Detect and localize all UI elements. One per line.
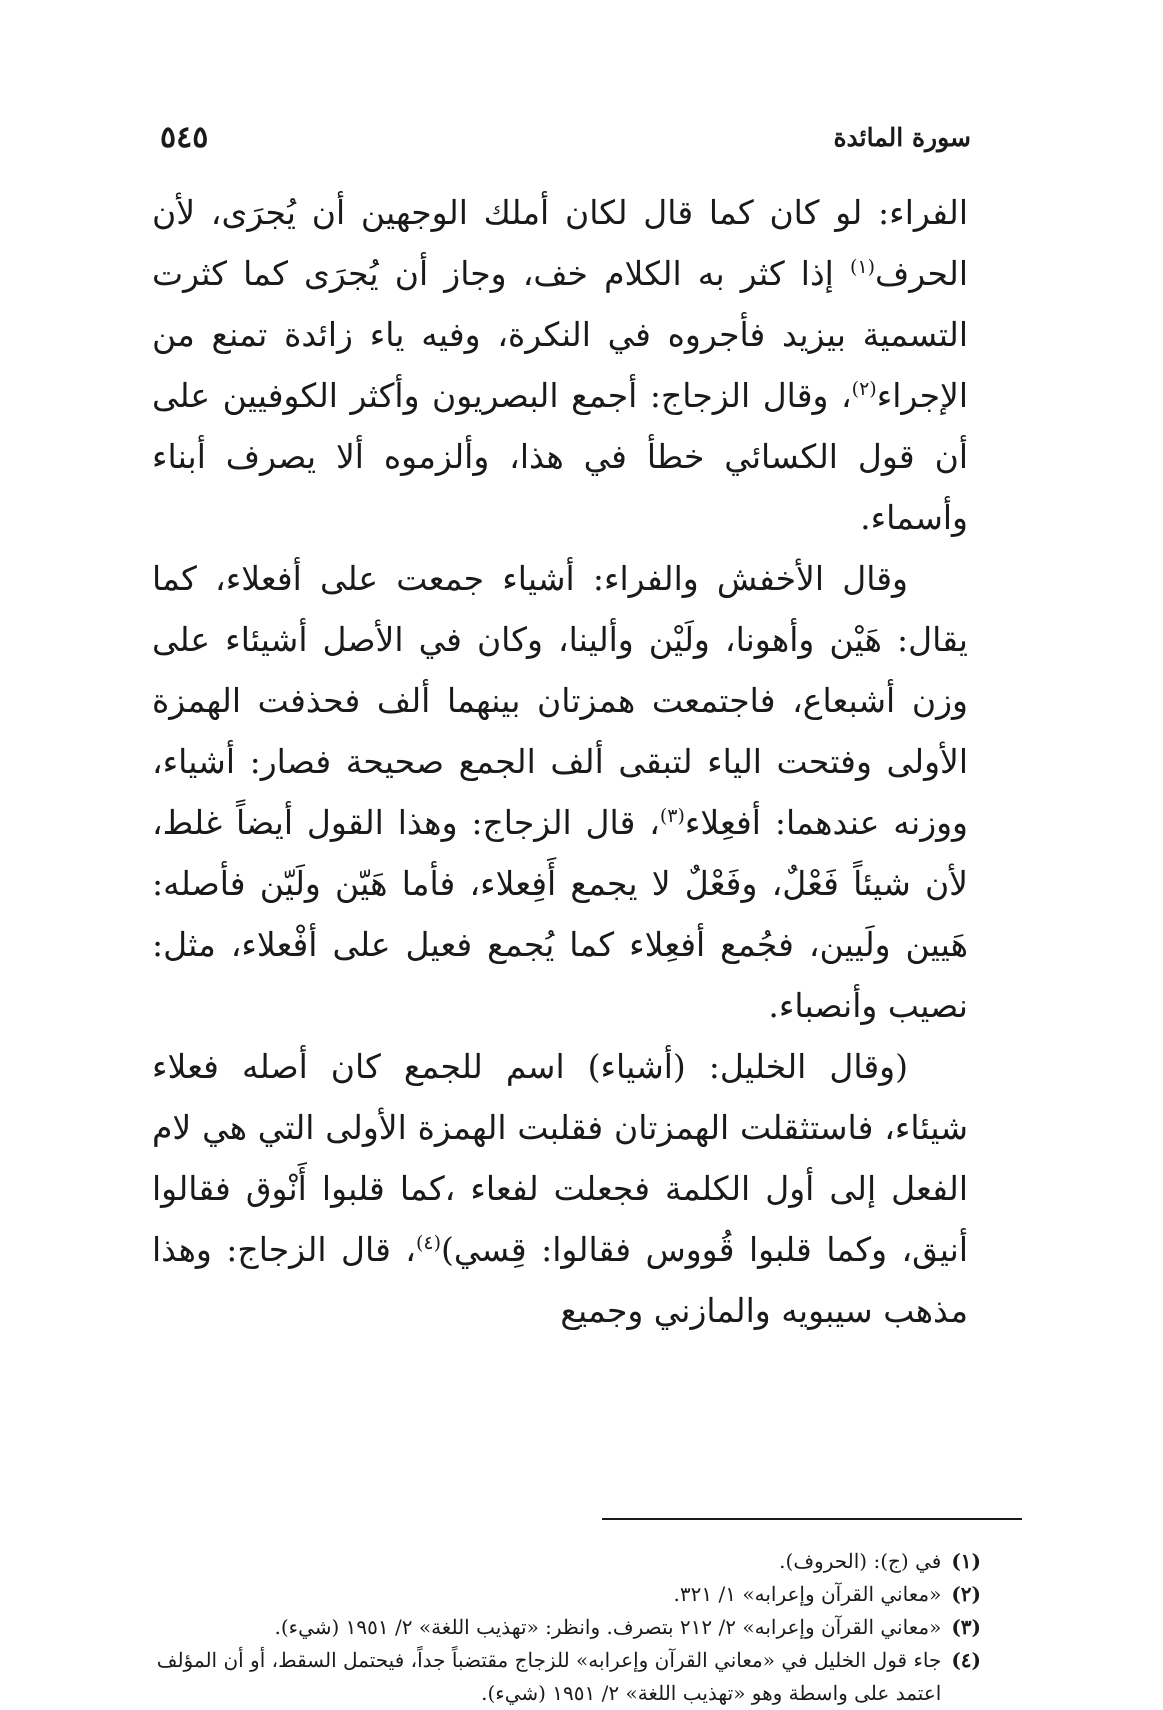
footnote-number: (١) xyxy=(951,1549,981,1573)
page-number: ٥٤٥ xyxy=(160,119,209,155)
footnote-marker: (٤) xyxy=(415,1232,442,1254)
paragraph xyxy=(152,548,968,1036)
footnote-marker: (٣) xyxy=(659,805,685,827)
footnote-number: (٤) xyxy=(951,1648,981,1672)
text-run: ، قال الزجاج: وهذا القول أيضاً غلط، لأن شيئاً فَعْلٌ، وفَعْلٌ لا يجمع أَفِعلاء، فأما هَيّن ولَيّن فأصله: هَيين ولَيين، فجُمع أفعِلاء كما يُجمع فعيل على أفْعلاء، مثل: نصيب وأنصباء. xyxy=(152,803,968,1025)
footnote-number: (٣) xyxy=(951,1615,981,1639)
footnote-text: «معاني القرآن وإعرابه» ٢/ ٢١٢ بتصرف. وانظر: «تهذيب اللغة» ٢/ ١٩٥١ (شيء). xyxy=(274,1615,942,1639)
text-run: ، قال الزجاج: وهذا مذهب سيبويه والمازني وجميع xyxy=(152,1230,968,1330)
footnote-text: «معاني القرآن وإعرابه» ١/ ٣٢١. xyxy=(673,1582,942,1606)
text-run: وقال الأخفش والفراء: أشياء جمعت على أفعلاء، كما يقال: هَيْن وأهونا، ولَيْن وألينا، وكان في الأصل أشيئاء على وزن أشبعاع، فاجتمعت همزتان بينهما ألف فحذفت الهمزة الأولى وفتحت الياء لتبقى ألف الجمع صحيحة فصار: أشياء، ووزنه عندهما: أفعِلاء xyxy=(152,559,968,842)
running-head xyxy=(160,112,971,162)
paragraph xyxy=(152,182,968,548)
footnote xyxy=(130,1611,981,1644)
text-run: (وقال الخليل: (أشياء) اسم للجمع كان أصله فعلاء شيئاء، فاستثقلت الهمزتان فقلبت الهمزة الأولى التي هي لام الفعل إلى أول الكلمة فجعلت لفعاء ،كما قلبوا أَنْوق فقالوا أنيق، وكما قلبوا قُووس فقالوا: قِسي) xyxy=(152,1047,968,1269)
text-run: إذا كثر به الكلام خف، وجاز أن يُجرَى كما كثرت التسمية بيزيد فأجروه في النكرة، وفيه ياء زائدة تمنع من الإجراء xyxy=(152,254,968,415)
footnote xyxy=(130,1644,981,1710)
footnote-number: (٢) xyxy=(951,1582,981,1606)
footnotes xyxy=(130,1545,981,1710)
text-run: ، وقال الزجاج: أجمع البصريون وأكثر الكوفيين على أن قول الكسائي خطأ في هذا، وألزموه ألا يصرف أبناء وأسماء. xyxy=(152,376,968,537)
footnote-divider xyxy=(602,1518,1022,1520)
footnote xyxy=(130,1578,981,1611)
surah-name: سورة المائدة xyxy=(833,122,971,152)
text-run: الفراء: لو كان كما قال لكان أملك الوجهين أن يُجرَى، لأن الحرف xyxy=(152,193,968,293)
footnote xyxy=(130,1545,981,1578)
footnote-marker: (١) xyxy=(849,256,876,278)
footnote-text: جاء قول الخليل في «معاني القرآن وإعرابه» للزجاج مقتضباً جداً، فيحتمل السقط، أو أن المؤلف اعتمد على واسطة وهو «تهذيب اللغة» ٢/ ١٩٥١ (شيء). xyxy=(156,1648,942,1705)
footnote-marker: (٢) xyxy=(851,378,877,400)
footnote-text: في (ج): (الحروف). xyxy=(779,1549,942,1573)
paragraph xyxy=(152,1036,968,1341)
main-text xyxy=(152,182,968,1341)
